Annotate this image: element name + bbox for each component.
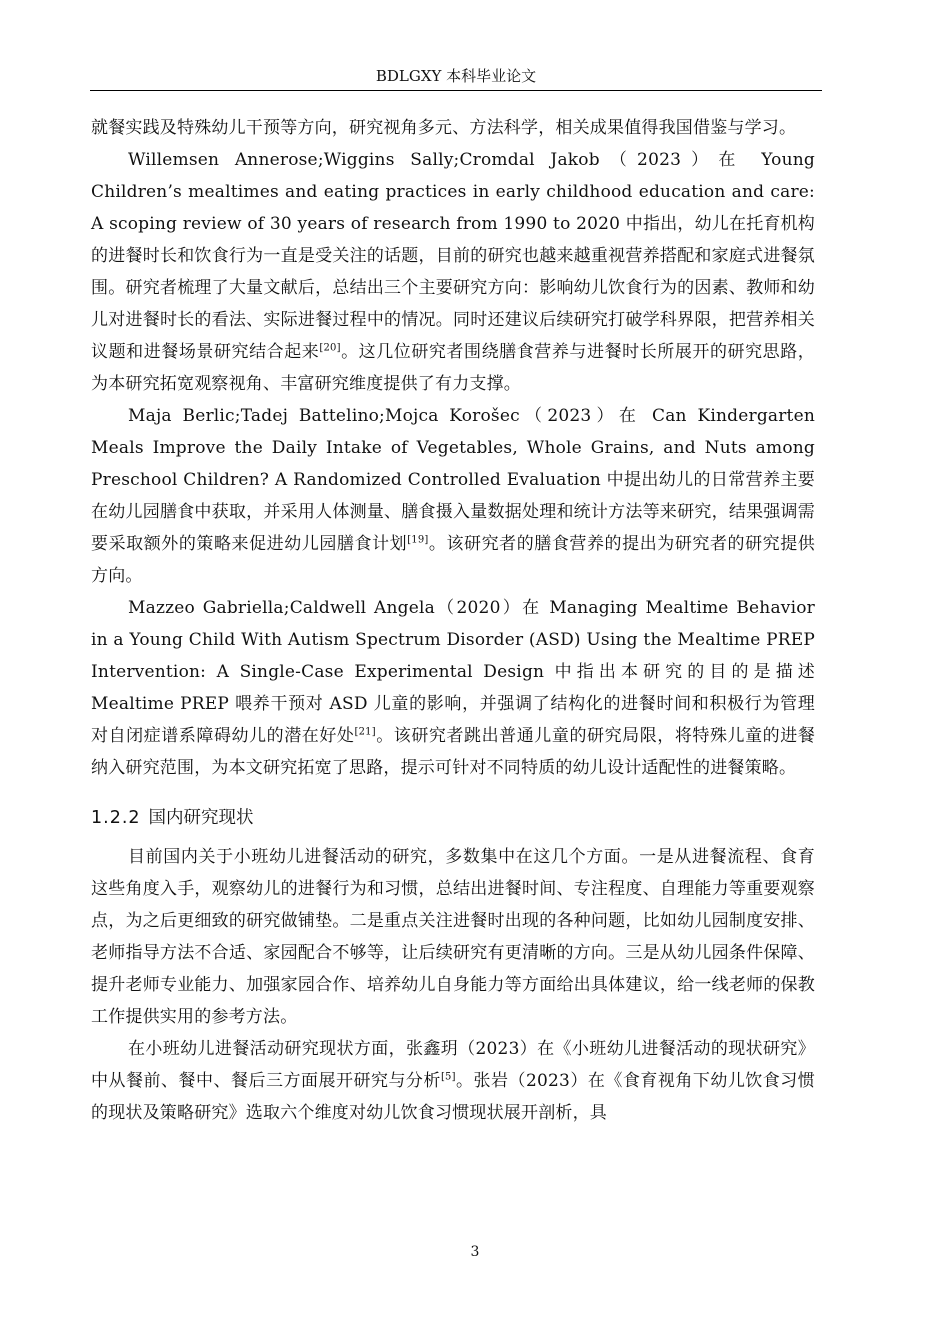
paragraph-text: Maja Berlic;Tadej Battelino;Mojca Korošec（2023）在 Can Kindergarten Meals Improve the Daily Intake of Vegetables, Whole Grains, and Nuts among Preschool Children? A Randomized Controlled Evaluation 中提出幼儿的日常营养主要在幼儿园膳食中获取，并采用人体测量、膳食摄入量数据处理和统计方法等来研究，结果强调需要采取额外的策略来促进幼儿园膳食计划 <box>91 406 815 554</box>
page-number: 3 <box>470 1244 480 1260</box>
running-header: BDLGXY 本科毕业论文 <box>375 67 537 85</box>
paragraph <box>91 144 815 400</box>
citation-ref[interactable]: [20] <box>319 342 341 354</box>
paragraph <box>91 400 815 592</box>
paragraph <box>91 592 815 784</box>
paragraph <box>91 1033 815 1129</box>
section-number: 1.2.2 <box>91 808 141 828</box>
paragraph: 目前国内关于小班幼儿进餐活动的研究，多数集中在这几个方面。一是从进餐流程、食育这些角度入手，观察幼儿的进餐行为和习惯，总结出进餐时间、专注程度、自理能力等重要观察点，为之后更细致的研究做铺垫。二是重点关注进餐时出现的各种问题，比如幼儿园制度安排、老师指导方法不合适、家园配合不够等，让后续研究有更清晰的方向。三是从幼儿园条件保障、提升老师专业能力、加强家园合作、培养幼儿自身能力等方面给出具体建议，给一线老师的保教工作提供实用的参考方法。 <box>91 847 815 1027</box>
paragraph-text: 。这几位研究者围绕膳食营养与进餐时长所展开的研究思路，为本研究拓宽观察视角、丰富研究维度提供了有力支撑。 <box>91 342 815 394</box>
page-body <box>91 112 815 1129</box>
citation-ref[interactable]: [19] <box>407 534 429 546</box>
paragraph-text: 。该研究者跳出普通儿童的研究局限，将特殊儿童的进餐纳入研究范围，为本文研究拓宽了思路，提示可针对不同特质的幼儿设计适配性的进餐策略。 <box>91 726 816 778</box>
paragraph: 就餐实践及特殊幼儿干预等方向，研究视角多元、方法科学，相关成果值得我国借鉴与学习。 <box>91 118 797 138</box>
paragraph-text: Willemsen Annerose;Wiggins Sally;Cromdal Jakob（2023）在 Young Children’s mealtimes and eating practices in early childhood education and care: A scoping review of 30 years of research from 1990 to 2020 中指出，幼儿在托育机构的进餐时长和饮食行为一直是受关注的话题，目前的研究也越来越重视营养搭配和家庭式进餐氛围。研究者梳理了大量文献后，总结出三个主要研究方向：影响幼儿饮食行为的因素、教师和幼儿对进餐时长的看法、实际进餐过程中的情况。同时还建议后续研究打破学科界限，把营养相关议题和进餐场景研究结合起来 <box>91 150 815 362</box>
section-title: 国内研究现状 <box>148 808 254 828</box>
paragraph-text: 。该研究者的膳食营养的提出为研究者的研究提供方向。 <box>91 534 815 586</box>
header-divider <box>90 90 822 91</box>
citation-ref[interactable]: [5] <box>440 1071 456 1083</box>
citation-ref[interactable]: [21] <box>354 726 376 738</box>
paragraph-text: Mazzeo Gabriella;Caldwell Angela（2020）在 Managing Mealtime Behavior in a Young Child With Autism Spectrum Disorder (ASD) Using the Mealtime PREP Intervention: A Single-Case Experimental Design 中指出本研究的目的是描述 Mealtime PREP 喂养干预对 ASD 儿童的影响，并强调了结构化的进餐时间和积极行为管理对自闭症谱系障碍幼儿的潜在好处 <box>91 598 815 746</box>
paragraph-text: 。张岩（2023）在《食育视角下幼儿饮食习惯的现状及策略研究》选取六个维度对幼儿饮食习惯现状展开剖析，具 <box>91 1071 815 1123</box>
section-heading <box>91 803 815 833</box>
paragraph-text: 在小班幼儿进餐活动研究现状方面，张鑫玥（2023）在《小班幼儿进餐活动的现状研究》中从餐前、餐中、餐后三方面展开研究与分析 <box>91 1039 815 1091</box>
